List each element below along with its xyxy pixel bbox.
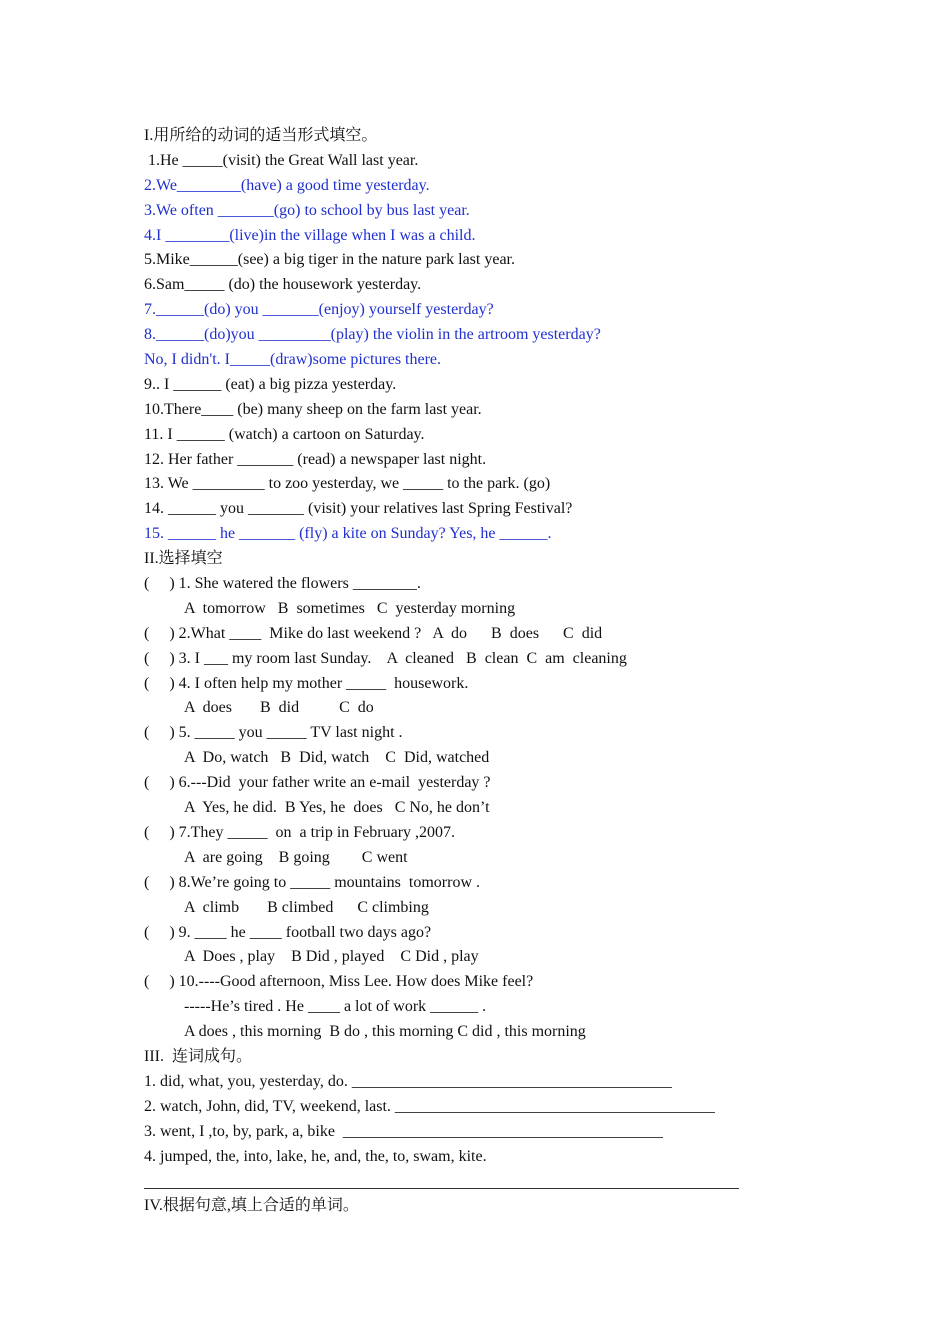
choice-options: A are going B going C went: [184, 848, 408, 866]
sentence-question: 4. jumped, the, into, lake, he, and, the, to, swam, kite.: [144, 1147, 487, 1165]
fill-in-question: 8.______(do)you _________(play) the violin in the artroom yesterday?: [144, 326, 601, 344]
sentence-question: 2. watch, John, did, TV, weekend, last. ________________________________________: [144, 1097, 715, 1115]
sentence-question: 3. went, I ,to, by, park, a, bike ________________________________________: [144, 1122, 663, 1140]
fill-in-question: 12. Her father _______ (read) a newspaper last night.: [144, 450, 487, 468]
choice-question: ( ) 8.We’re going to _____ mountains tomorrow .: [144, 873, 480, 891]
choice-options: A climb B climbed C climbing: [184, 898, 429, 916]
fill-in-question: 15. ______ he _______ (fly) a kite on Sunday? Yes, he ______.: [144, 525, 552, 543]
fill-in-question: 3.We often _______(go) to school by bus last year.: [144, 201, 470, 219]
fill-in-question: 1.He _____(visit) the Great Wall last year.: [144, 151, 419, 169]
section-1-items: [144, 149, 764, 547]
choice-options: A does , this morning B do , this morning C did , this morning: [184, 1023, 586, 1041]
choice-options: A tomorrow B sometimes C yesterday morning: [184, 599, 516, 617]
choice-options: A Yes, he did. B Yes, he does C No, he don’t: [184, 799, 490, 817]
fill-in-question: 6.Sam_____ (do) the housework yesterday.: [144, 276, 422, 294]
choice-question: ( ) 3. I ___ my room last Sunday. A cleaned B clean C am cleaning: [144, 649, 627, 667]
fill-in-question: 10.There____ (be) many sheep on the farm last year.: [144, 400, 482, 418]
section-2-title: II.选择填空: [144, 550, 223, 568]
fill-in-question: 14. ______ you _______ (visit) your relatives last Spring Festival?: [144, 500, 573, 518]
section-4-title: IV.根据句意,填上合适的单词。: [144, 1197, 359, 1214]
choice-question: ( ) 1. She watered the flowers ________.: [144, 575, 421, 593]
section-1-title: I.用所给的动词的适当形式填空。: [144, 127, 378, 144]
choice-question: ( ) 10.----Good afternoon, Miss Lee. How does Mike feel?: [144, 973, 534, 991]
choice-options: A does B did C do: [184, 699, 374, 717]
fill-in-question: 13. We _________ to zoo yesterday, we _____ to the park. (go): [144, 475, 551, 493]
choice-question: ( ) 4. I often help my mother _____ housework.: [144, 674, 469, 692]
answer-rule-line: [144, 1188, 739, 1189]
choice-question: ( ) 2.What ____ Mike do last weekend ? A do B does C did: [144, 624, 603, 642]
choice-options: A Does , play B Did , played C Did , play: [184, 948, 479, 966]
fill-in-question: 11. I ______ (watch) a cartoon on Saturday.: [144, 425, 425, 443]
fill-in-question: 7.______(do) you _______(enjoy) yourself yesterday?: [144, 301, 494, 319]
fill-in-question: 5.Mike______(see) a big tiger in the nature park last year.: [144, 251, 515, 269]
section-2-items: [144, 572, 764, 1045]
section-3-items: [144, 1070, 764, 1170]
fill-in-question: 4.I ________(live)in the village when I was a child.: [144, 226, 476, 244]
section-3-title: III. 连词成句。: [144, 1047, 252, 1065]
choice-question: ( ) 7.They _____ on a trip in February ,2007.: [144, 823, 456, 841]
choice-question: ( ) 9. ____ he ____ football two days ago?: [144, 923, 432, 941]
choice-options: A Do, watch B Did, watch C Did, watched: [184, 749, 490, 767]
sentence-question: 1. did, what, you, yesterday, do. ________________________________________: [144, 1072, 672, 1090]
choice-options: -----He’s tired . He ____ a lot of work ______ .: [184, 998, 487, 1016]
fill-in-question: 9.. I ______ (eat) a big pizza yesterday.: [144, 375, 397, 393]
worksheet: [144, 124, 764, 1169]
choice-question: ( ) 6.---Did your father write an e-mail yesterday ?: [144, 774, 491, 792]
fill-in-question: 2.We________(have) a good time yesterday.: [144, 176, 430, 194]
fill-in-question: No, I didn't. I_____(draw)some pictures there.: [144, 351, 442, 369]
choice-question: ( ) 5. _____ you _____ TV last night .: [144, 724, 403, 742]
